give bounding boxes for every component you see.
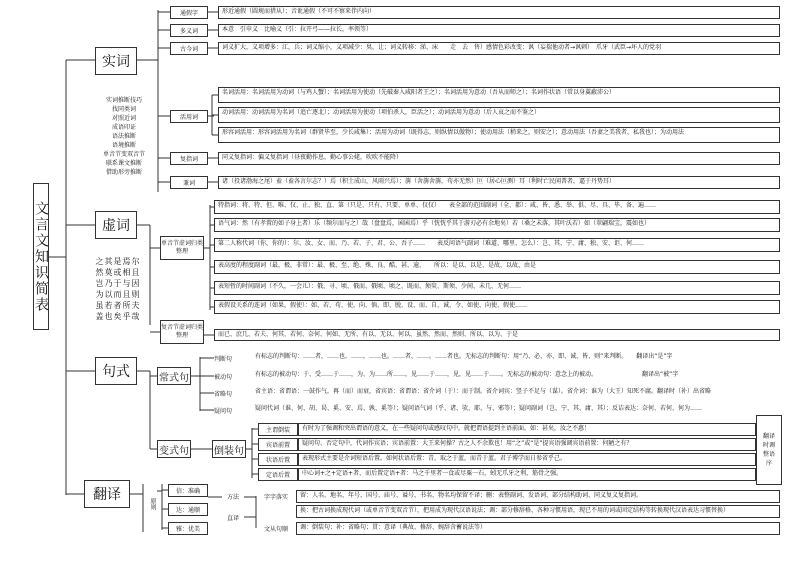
daozhuang-label: 倒装句 [212,440,246,458]
shici-text-5: 形容词活用：形容词活用为名词（群贤毕至，少长咸集）；活用为动词（既得志，则纵情以傲物）；使动用法（稍来之，则安之）；意动用法（吾妻之美我者，私我也）；为动用法 [218,127,780,143]
shici-text-6: 同义复指词：偏义复指词（昼夜勤作息，勤心事公姥，吹吹不能降） [218,152,780,165]
fanyi-standard-1: 达：通顺 [168,503,208,516]
fanyi-standard-2: 雅：优美 [168,522,208,535]
shici-text-2: 词义扩大，义项增多：江，兵；词义缩小，义项减少：臭，让；词义转移：涕、床 走 去 售）感情色彩改变：讽（妄揣他动者→讽刺） 爪牙（武臣→坏人的党羽 [218,42,780,55]
daozhuang-label-1: 宾语前置 [258,438,298,451]
shici-label-3: 活用词 [170,110,208,123]
fanyi-method-label-2: 文从句顺 [258,522,294,535]
changshi-label-3: 疑问句 [214,404,252,417]
section-fanyi: 翻译 [84,480,130,508]
xuci-text-5: 表假设关系的连词（如果，假使）：如、若、苟、使、向、倘、即、脱、设、而、自、诚、令、如使、向使、假使…… [214,300,780,314]
fanyi-fangfa: 方法 [222,491,244,501]
changshi-text-3: 疑问代词（谁、何、胡、曷、奚、安、焉、孰、奚等）；疑问语气词（乎、诸、欤、耶、与、邪等）；疑问副词（岂、宁、其、庸、其）；反诘表达：奈何、若何、何为…… [252,404,780,417]
shici-text-3: 名词活用：名词活用为动词（与鸡人蟹）；名词活用为使动（先破秦入咸阳者王之）；名词活用为意动（吾从而师之）；名词作状语（常以身翼蔽沛公） [218,87,780,103]
shici-label-7: 兼词 [170,176,208,189]
changshi-label: 常式句 [157,367,191,385]
fanyi-zhiyi: 直译 [222,512,244,522]
shici-label-0: 通假字 [170,6,208,19]
xuci-poem: 之其是焉尔 然莫或相且 岂乃于与因 为以而且则 虽若者所夫 盖也矣乎哉 [95,257,141,321]
shici-text-1: 本意 引申义 比喻义（引：拉开弓——拉长，率领等） [218,24,780,37]
section-shishi: 句式 [95,357,137,385]
daozhuang-label-2: 状语后置 [258,453,298,466]
daozhuang-label-3: 定语后置 [258,468,298,481]
daozhuang-text-2: 表现形式主要是介词短语后置。如何状语后置：青，取之于蓝，而青于蓝。君子博学而日参省乎己。 [298,453,756,466]
daozhuang-text-3: 中心词+之+定语+者，而后置定语+者：马之千里者一食或尽粟一石，蚓无爪牙之利，筋骨之强。 [298,468,756,481]
xuci-text-1: 语气词：然（有孝置的如子身上者）乐（频尔而与之）哉（盘盘焉，囷囷焉）乎（恍恍乎其于游刃必有余地矣）若（桑之未落，其叶沃若）如（翠翩瑞宝，震如也） [214,218,780,232]
shici-tips: 实词推断技巧 找同类词 对照近词 成语印证 语法推断 语境推断 单音节变双音节 联系课文推断 借助形旁推断 [102,97,145,176]
changshi-text-1: 有标志的被动句：于、受……于……，为、为……所……，见……于……，见，见……于……。无标志的被动句：意念上的被动。 翻译出“被”字 [252,370,780,383]
daozhuang-text-1: 疑问句、否定句中，代词作宾语；宾语前置：大王来何操？古之人不余欺也！用“之”或“是”提宾语强调宾语前置：何陋之有？ [298,438,756,451]
xuci-multi-text: 而已、庶几、若夫、何其、若何、奈何、何如、无所、有以、无以、何以、虽然、然而、然则、所以、以为、于是 [214,329,780,341]
changshi-label-0: 判断句 [214,352,252,365]
bianshi-label: 变式句 [157,440,191,458]
shici-text-7: 诸（投诸渤海之尾）盍（盍各言尔志？）焉（积土成山，风雨兴焉）；旃（舍旃舍旃，苟亦无然）叵（居心叵测）耳（利时亡民闲普者，逼于丹势耳） [218,176,780,189]
section-xuci: 虚词 [95,211,137,239]
section-shici: 实词 [95,47,137,75]
fanyi-method-text-2: 调：倒装句；补：省略句；贯：意译（典故、修辞、婉辞含蓄说法等） [296,522,780,535]
fanyi-standard-0: 信：准确 [168,484,208,497]
xuci-multi-label: 复音节虚词归类整理 [160,320,204,344]
daozhuang-label-0: 主谓倒装 [258,423,298,436]
changshi-text-0: 有标志的判断句：……者，……也。……，……也。……者，……。……者也。无标志的判断句：用“乃、必、亦、即、诚、皆、则”来判断。 翻译出“是”字 [252,352,780,365]
changshi-text-2: 省主语：省谓语：一鼓作气，再（而）而衰，省宾语：省谓语：省介词（于）：而于制。省介词宾：竖子不足与（谋）。省介词：谁为（大王）知死不腐。翻译时（补）出省略 [252,387,780,400]
shici-label-1: 多义词 [170,24,208,37]
changshi-label-1: 被动句 [214,370,252,383]
fanyi-method-text-1: 换：把古词换成现代词（或单音节变双音节），把用成为现代汉语说法；调：部分修辞格、各种习惯用语，现已不用的词或固定结构等转换现代汉语表达习惯替换） [296,505,780,518]
xuci-text-0: 特指词：将、特、但、唯、仅、止、独、直、第（只是、只有、只要、单单、仅仅） 表全部的范围副词（全、都）：咸、皆、悉、举、俱、尽、具、毕、备、遍…… [214,200,780,214]
shici-label-2: 古今词 [170,42,208,55]
fanyi-method-label-0: 字字落实 [258,490,294,503]
xuci-text-4: 表短暂的时间副词（不久，一会儿）：俄、寻、顷、俄而、俄顷、顷之、既而、须臾、斯须、少间、未几、无何…… [214,281,780,295]
xuci-group-label: 单音节虚词归类整理 [160,236,204,260]
changshi-label-2: 省略句 [214,387,252,400]
shici-label-6: 复指词 [170,152,208,165]
daozhuang-text-0: 有时为了强调和突出谓语的意义，在一些疑问句或感叹句中，就把谓语提到主语前面。如：甚矣，汝之不惠！ [298,423,756,436]
diagram-title: 文言文知识简表 [33,183,49,330]
shici-text-4: 动词活用：动词活用为名词（追亡逐北）；动词活用为使动（项伯杀人，臣活之）；动词活用为意动（后人哀之而不鉴之） [218,107,780,123]
fanyi-yuanze: 原则 [149,498,156,510]
shici-text-0: 形近通假（圆规而措从）；音讹通假（不可不察来伴内向） [218,6,780,19]
xuci-text-2: 第二人称代词（你，你的）：尔、汝、女、而、乃、若、子、君、公、吾子…… 表反问语气副词（难道、哪里、怎么）：岂、其、宁、庸、独、安、讵、何…… [214,238,780,252]
daozhuang-note: 翻译时调整语序 [756,415,782,485]
fanyi-method-text-0: 留：人名、地名、年号、国号、庙号、谥号、书名、物名均保留不译；删：表整副词、发语词、部分结构助词、同义复义复指词。 [296,490,780,503]
xuci-text-3: 表高度的程度副词（最，极，非常）：最、极、至、绝、殊、良、酷、甚、逾、 所以：是以、以是、是故、以故、由是 [214,260,780,274]
